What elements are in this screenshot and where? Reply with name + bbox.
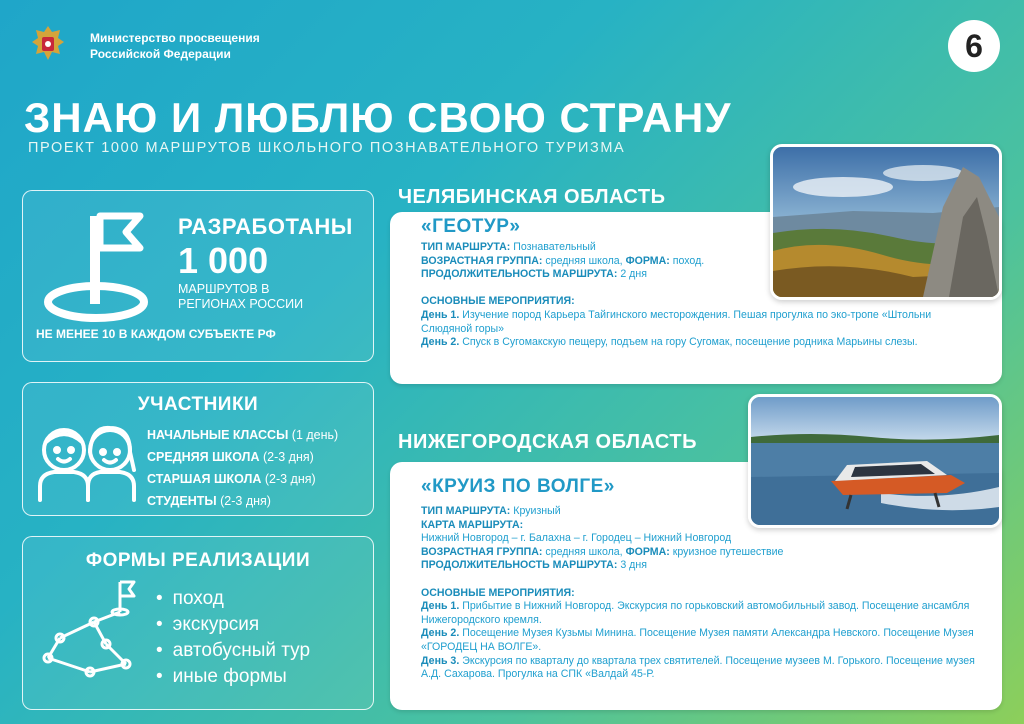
route-events-label: ОСНОВНЫЕ МЕРОПРИЯТИЯ: bbox=[421, 586, 575, 599]
route-form-value: поход. bbox=[672, 254, 705, 267]
photo-mountain-landscape bbox=[770, 144, 1002, 300]
route-day-2: День 2. Посещение Музея Кузьмы Минина. Посещение Музея памяти Александра Невского. Посещение Музея «ГОРОДЕЦ НА ВОЛГЕ». bbox=[421, 627, 974, 653]
route-age-value: средняя школа, bbox=[545, 545, 623, 558]
participant-label: СРЕДНЯЯ ШКОЛА bbox=[147, 450, 260, 464]
route-form-value: круизное путешествие bbox=[672, 545, 784, 558]
route-type-label: ТИП МАРШРУТА: bbox=[421, 241, 511, 253]
region-title-chelyabinsk: ЧЕЛЯБИНСКАЯ ОБЛАСТЬ bbox=[398, 186, 666, 208]
participant-duration: (1 день) bbox=[291, 428, 339, 442]
ministry-name bbox=[90, 30, 260, 62]
region-title-nizhny-novgorod: НИЖЕГОРОДСКАЯ ОБЛАСТЬ bbox=[398, 431, 697, 453]
developed-caption bbox=[178, 282, 328, 312]
route-age-value: средняя школа, bbox=[545, 254, 623, 267]
participant-label: СТАРШАЯ ШКОЛА bbox=[147, 472, 262, 486]
route-type-label: ТИП МАРШРУТА: bbox=[421, 505, 511, 517]
participants-heading: УЧАСТНИКИ bbox=[137, 394, 259, 415]
participants-list bbox=[147, 424, 338, 512]
route-duration-label: ПРОДОЛЖИТЕЛЬНОСТЬ МАРШРУТА: bbox=[421, 559, 618, 572]
route-form-label: ФОРМА: bbox=[625, 545, 670, 558]
route-title-volga-cruise: «КРУИЗ ПО ВОЛГЕ» bbox=[421, 476, 615, 497]
route-duration-value: 3 дня bbox=[620, 559, 647, 572]
route-day-1: День 1. Изучение пород Карьера Тайгинского месторождения. Пешая прогулка по эко-тропе «Штольни Слюдяной горы» bbox=[421, 308, 932, 335]
developed-caption-line-1: МАРШРУТОВ В bbox=[178, 282, 270, 296]
route-map-label: КАРТА МАРШРУТА: bbox=[421, 518, 524, 531]
route-age-label: ВОЗРАСТНАЯ ГРУППА: bbox=[421, 254, 543, 267]
page-title: ЗНАЮ И ЛЮБЛЮ СВОЮ СТРАНУ bbox=[24, 94, 732, 141]
children-icon bbox=[34, 424, 140, 502]
page-number-badge: 6 bbox=[948, 20, 1000, 72]
route-duration-label: ПРОДОЛЖИТЕЛЬНОСТЬ МАРШРУТА: bbox=[421, 268, 618, 281]
participant-duration: (2-3 дня) bbox=[220, 494, 271, 508]
route-events-label: ОСНОВНЫЕ МЕРОПРИЯТИЯ: bbox=[421, 295, 575, 308]
participant-duration: (2-3 дня) bbox=[262, 450, 314, 464]
list-item bbox=[147, 424, 338, 446]
route-duration-value: 2 дня bbox=[620, 268, 647, 281]
list-item bbox=[147, 446, 338, 468]
route-duration-row bbox=[421, 559, 991, 573]
list-item bbox=[147, 468, 338, 490]
route-info-volga-cruise bbox=[421, 505, 991, 682]
route-day-1: День 1. Прибытие в Нижний Новгород. Экскурсия по горьковский автомобильный завод. Посещение ансамбля Нижегородского кремля. bbox=[421, 600, 970, 626]
route-map-icon bbox=[36, 578, 146, 690]
route-map-value: Нижний Новгород – г. Балахна – г. Городец – Нижний Новгород bbox=[421, 532, 732, 545]
route-age-label: ВОЗРАСТНАЯ ГРУППА: bbox=[421, 545, 543, 558]
participant-label: СТУДЕНТЫ bbox=[147, 494, 217, 508]
participant-duration: (2-3 дня) bbox=[264, 472, 316, 486]
list-item: • поход bbox=[156, 586, 310, 612]
photo-hydrofoil-boat bbox=[748, 394, 1002, 528]
route-type-value: Познавательный bbox=[513, 241, 596, 253]
route-age-row bbox=[421, 546, 991, 560]
list-item: • экскурсия bbox=[156, 612, 310, 638]
forms-heading: ФОРМЫ РЕАЛИЗАЦИИ bbox=[85, 550, 311, 571]
route-type-value: Круизный bbox=[513, 505, 561, 517]
list-item: • автобусный тур bbox=[156, 638, 310, 664]
route-form-label: ФОРМА: bbox=[625, 254, 670, 267]
route-day-2: День 2. Спуск в Сугомакскую пещеру, подъем на гору Сугомак, посещение родника Марьины слезы. bbox=[421, 336, 918, 349]
ministry-line-2: Российской Федерации bbox=[90, 47, 231, 61]
state-emblem-icon bbox=[26, 22, 70, 66]
forms-list bbox=[156, 586, 310, 690]
list-item: • иные формы bbox=[156, 664, 310, 690]
developed-heading: РАЗРАБОТАНЫ bbox=[178, 214, 353, 239]
ministry-line-1: Министерство просвещения bbox=[90, 31, 260, 45]
participant-label: НАЧАЛЬНЫЕ КЛАССЫ bbox=[147, 428, 289, 442]
flag-on-hole-icon bbox=[36, 208, 156, 324]
list-item bbox=[147, 490, 338, 512]
route-title-geotur: «ГЕОТУР» bbox=[421, 216, 521, 237]
route-day-3: День 3. Экскурсия по кварталу до квартала трех святителей. Посещение музеев М. Горького. Посещение музея А.Д. Сахарова. Прогулка на СПК «Валдай 45-Р. bbox=[421, 654, 975, 681]
developed-caption-line-2: РЕГИОНАХ РОССИИ bbox=[178, 297, 304, 311]
page-subtitle: ПРОЕКТ 1000 МАРШРУТОВ ШКОЛЬНОГО ПОЗНАВАТЕЛЬНОГО ТУРИЗМА bbox=[28, 140, 626, 156]
developed-number: 1 000 bbox=[178, 240, 269, 281]
developed-note: НЕ МЕНЕЕ 10 В КАЖДОМ СУБЪЕКТЕ РФ bbox=[36, 327, 276, 341]
